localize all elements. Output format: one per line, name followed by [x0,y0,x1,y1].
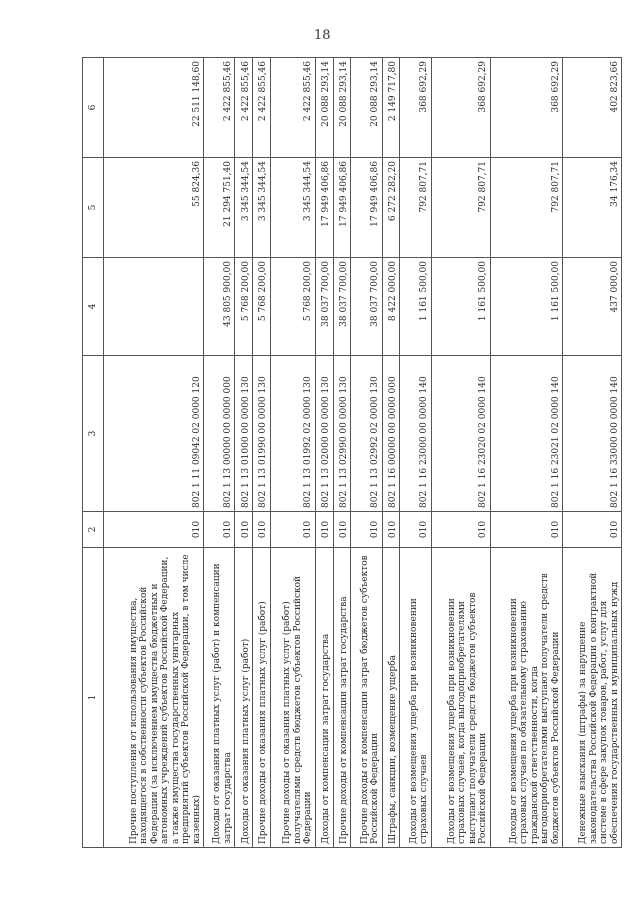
row-plan-cell: 38 037 700,00 [333,258,351,356]
row-kbk-cell: 802 1 13 02992 02 0000 130 [351,356,382,512]
row-kbk-cell: 802 1 11 09042 02 0000 120 [104,356,204,512]
row-exec-cell: 792 807,71 [400,158,431,258]
row-name-cell: Штрафы, санкции, возмещение ущерба [382,548,400,848]
row-name-cell: Доходы от оказания платных услуг (работ) [235,548,253,848]
row-code-cell: 010 [270,512,315,548]
row-rest-cell: 402 823,66 [563,58,622,158]
row-kbk-cell: 802 1 13 01990 00 0000 130 [253,356,271,512]
row-name-cell: Прочие доходы от оказания платных услуг (работ) получателями средств бюджетов субъектов Российской Федерации [270,548,315,848]
table-row [235,58,253,848]
row-plan-cell: 38 037 700,00 [351,258,382,356]
row-rest-cell: 22 511 148,60 [104,58,204,158]
row-code-cell: 010 [563,512,622,548]
row-kbk-cell: 802 1 13 02000 00 0000 130 [315,356,333,512]
table-row [315,58,333,848]
row-code-cell: 010 [333,512,351,548]
table-row [270,58,315,848]
row-name-cell: Доходы от оказания платных услуг (работ) и компенсации затрат государства [204,548,235,848]
row-exec-cell: 21 294 751,40 [204,158,235,258]
header-col-4: 4 [83,258,104,356]
row-code-cell: 010 [490,512,563,548]
row-plan-cell: 43 805 900,00 [204,258,235,356]
row-kbk-cell: 802 1 13 01992 02 0000 130 [270,356,315,512]
row-rest-cell: 20 088 293,14 [333,58,351,158]
header-col-5: 5 [83,158,104,258]
row-plan-cell: 5 768 200,00 [270,258,315,356]
row-kbk-cell: 802 1 16 23000 00 0000 140 [400,356,431,512]
row-rest-cell: 368 692,29 [400,58,431,158]
rotated-table-wrapper [82,58,622,848]
row-plan-cell: 38 037 700,00 [315,258,333,356]
header-col-1: 1 [83,548,104,848]
header-col-3: 3 [83,356,104,512]
row-plan-cell: 8 422 000,00 [382,258,400,356]
row-kbk-cell: 802 1 16 23020 02 0000 140 [431,356,490,512]
row-plan-cell: 5 768 200,00 [235,258,253,356]
row-rest-cell: 2 149 717,80 [382,58,400,158]
table-row [382,58,400,848]
row-exec-cell: 34 176,34 [563,158,622,258]
row-rest-cell: 20 088 293,14 [351,58,382,158]
row-plan-cell: 1 161 500,00 [490,258,563,356]
row-code-cell: 010 [253,512,271,548]
row-code-cell: 010 [104,512,204,548]
page-number: 18 [314,28,331,43]
table-row [400,58,431,848]
row-kbk-cell: 802 1 16 33000 00 0000 140 [563,356,622,512]
row-exec-cell: 17 949 406,86 [333,158,351,258]
row-exec-cell: 17 949 406,86 [315,158,333,258]
table-row [563,58,622,848]
row-kbk-cell: 802 1 13 02990 00 0000 130 [333,356,351,512]
row-name-cell: Доходы от возмещения ущерба при возникновении страховых случаев [400,548,431,848]
row-kbk-cell: 802 1 16 23021 02 0000 140 [490,356,563,512]
row-code-cell: 010 [431,512,490,548]
row-kbk-cell: 802 1 13 01000 00 0000 130 [235,356,253,512]
row-exec-cell: 3 345 344,54 [270,158,315,258]
row-exec-cell: 792 807,71 [431,158,490,258]
row-exec-cell: 6 272 282,20 [382,158,400,258]
row-name-cell: Прочие доходы от компенсации затрат бюджетов субъектов Российской Федерации [351,548,382,848]
row-code-cell: 010 [235,512,253,548]
row-rest-cell: 2 422 855,46 [270,58,315,158]
row-name-cell: Прочие поступления от использования имущества, находящегося в собственности субъектов Российской Федерации (за исключением имущества бюджетных и автономных учреждений субъектов Российской Федерации, а также имущества государственных унитарных предприятий субъектов Российской Федерации, в том числе казенных) [104,548,204,848]
revenue-table [82,57,622,848]
row-exec-cell: 3 345 344,54 [235,158,253,258]
row-rest-cell: 20 088 293,14 [315,58,333,158]
row-code-cell: 010 [382,512,400,548]
row-exec-cell: 3 345 344,54 [253,158,271,258]
row-name-cell: Прочие доходы от компенсации затрат государства [333,548,351,848]
table-row [490,58,563,848]
row-exec-cell: 55 824,36 [104,158,204,258]
table-row [351,58,382,848]
row-kbk-cell: 802 1 16 00000 00 0000 000 [382,356,400,512]
row-name-cell: Доходы от возмещения ущерба при возникновении страховых случаев по обязательному страхованию гражданской ответственности, когда выгодоприобретателями выступают получатели средств бюджетов субъектов Российской Федерации [490,548,563,848]
table-row [431,58,490,848]
table-row [204,58,235,848]
table-row [104,58,204,848]
table-row [333,58,351,848]
row-rest-cell: 2 422 855,46 [204,58,235,158]
header-col-6: 6 [83,58,104,158]
row-plan-cell: 1 161 500,00 [431,258,490,356]
row-rest-cell: 2 422 855,46 [235,58,253,158]
row-code-cell: 010 [204,512,235,548]
header-row [83,58,104,848]
row-name-cell: Доходы от компенсации затрат государства [315,548,333,848]
row-code-cell: 010 [400,512,431,548]
row-plan-cell: 437 000,00 [563,258,622,356]
row-plan-cell: 5 768 200,00 [253,258,271,356]
row-exec-cell: 792 807,71 [490,158,563,258]
row-kbk-cell: 802 1 13 00000 00 0000 000 [204,356,235,512]
row-code-cell: 010 [351,512,382,548]
row-code-cell: 010 [315,512,333,548]
table-row [253,58,271,848]
header-col-2: 2 [83,512,104,548]
row-plan-cell [104,258,204,356]
row-rest-cell: 368 692,29 [431,58,490,158]
row-rest-cell: 368 692,29 [490,58,563,158]
row-exec-cell: 17 949 406,86 [351,158,382,258]
row-rest-cell: 2 422 855,46 [253,58,271,158]
row-name-cell: Прочие доходы от оказания платных услуг (работ) [253,548,271,848]
row-plan-cell: 1 161 500,00 [400,258,431,356]
row-name-cell: Доходы от возмещения ущерба при возникновении страховых случаев, когда выгодоприобретателями выступают получатели средств бюджетов субъектов Российской Федерации [431,548,490,848]
row-name-cell: Денежные взыскания (штрафы) за нарушение законодательства Российской Федерации о контрактной системе в сфере закупок товаров, работ, услуг для обеспечения государственных и муниципальных нужд [563,548,622,848]
